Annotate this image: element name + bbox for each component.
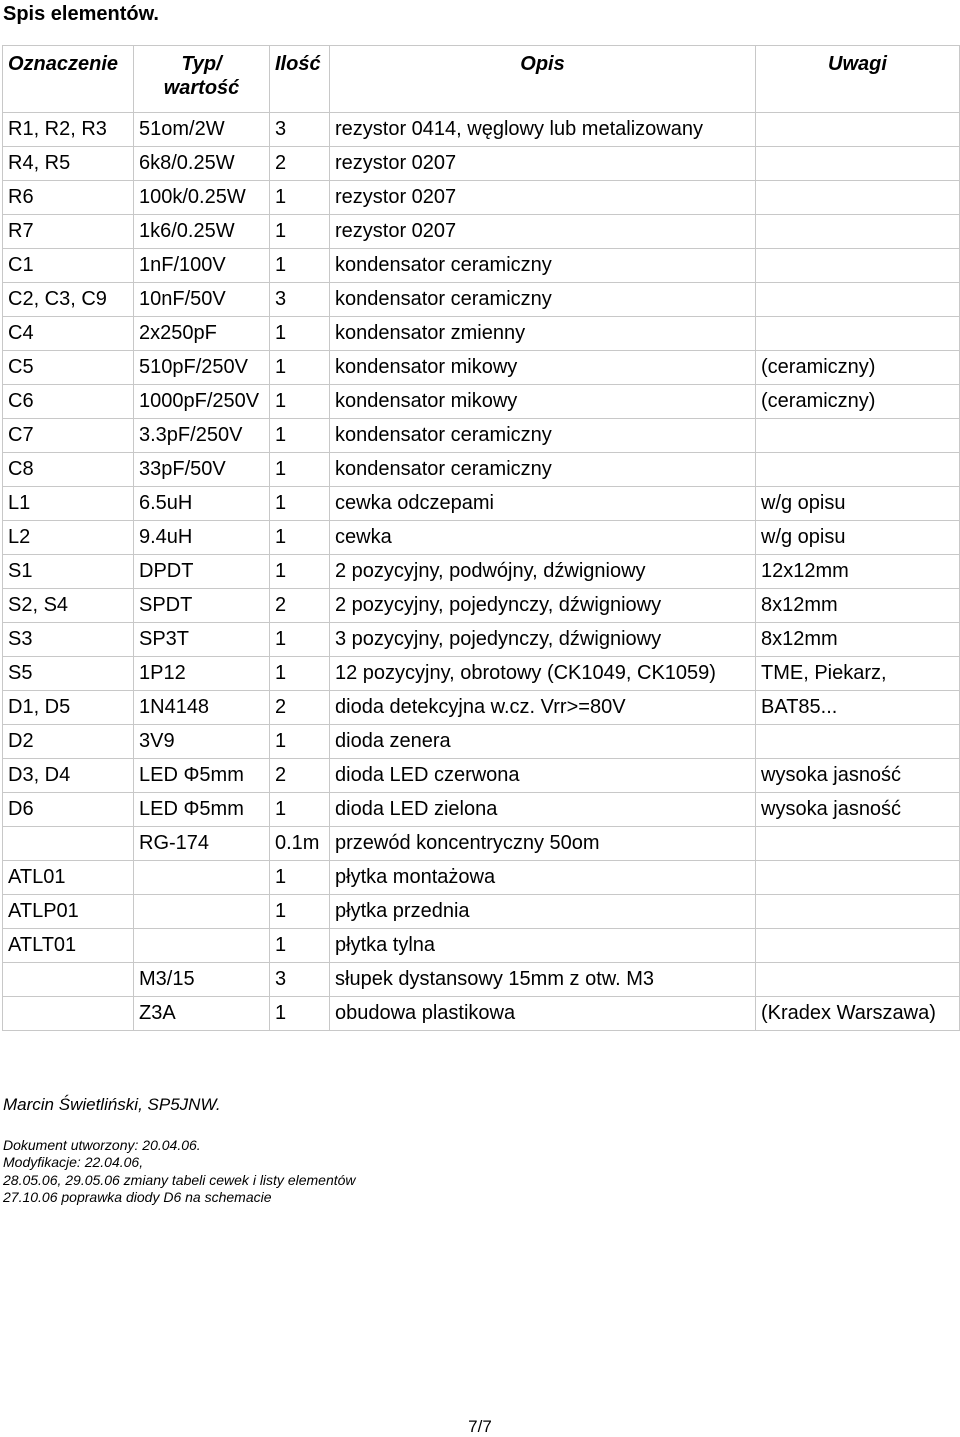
table-row — [3, 691, 960, 725]
table-row — [3, 895, 960, 929]
table-row — [3, 623, 960, 657]
table-row — [3, 249, 960, 283]
cell-notes: (ceramiczny) — [756, 385, 960, 419]
parts-table-body — [3, 113, 960, 1031]
cell-type-value: SP3T — [134, 623, 270, 657]
cell-quantity: 3 — [270, 283, 330, 317]
cell-designator: C1 — [3, 249, 134, 283]
table-row — [3, 113, 960, 147]
cell-quantity: 1 — [270, 997, 330, 1031]
revision-notes — [3, 1137, 356, 1206]
cell-designator: ATL01 — [3, 861, 134, 895]
cell-designator: S1 — [3, 555, 134, 589]
cell-type-value: 2x250pF — [134, 317, 270, 351]
revision-note: 27.10.06 poprawka diody D6 na schemacie — [3, 1188, 272, 1205]
cell-quantity: 1 — [270, 351, 330, 385]
cell-notes: (Kradex Warszawa) — [756, 997, 960, 1031]
cell-type-value — [134, 895, 270, 929]
cell-designator: C6 — [3, 385, 134, 419]
cell-type-value: 6k8/0.25W — [134, 147, 270, 181]
cell-quantity: 2 — [270, 147, 330, 181]
table-row — [3, 929, 960, 963]
cell-description: płytka przednia — [330, 895, 756, 929]
cell-description: cewka odczepami — [330, 487, 756, 521]
cell-designator: D2 — [3, 725, 134, 759]
cell-description: kondensator ceramiczny — [330, 453, 756, 487]
cell-notes — [756, 215, 960, 249]
cell-description: cewka — [330, 521, 756, 555]
cell-description: rezystor 0414, węglowy lub metalizowany — [330, 113, 756, 147]
cell-notes: 8x12mm — [756, 589, 960, 623]
cell-designator: L2 — [3, 521, 134, 555]
cell-quantity: 1 — [270, 623, 330, 657]
cell-notes: wysoka jasność — [756, 759, 960, 793]
table-row — [3, 589, 960, 623]
cell-notes: w/g opisu — [756, 487, 960, 521]
cell-type-value: Z3A — [134, 997, 270, 1031]
cell-designator: S2, S4 — [3, 589, 134, 623]
cell-designator: C7 — [3, 419, 134, 453]
table-row — [3, 487, 960, 521]
cell-type-value: 51om/2W — [134, 113, 270, 147]
cell-designator — [3, 827, 134, 861]
cell-description: 3 pozycyjny, pojedynczy, dźwigniowy — [330, 623, 756, 657]
cell-notes — [756, 453, 960, 487]
cell-type-value: 1N4148 — [134, 691, 270, 725]
table-row — [3, 453, 960, 487]
cell-notes — [756, 861, 960, 895]
cell-description: kondensator zmienny — [330, 317, 756, 351]
cell-description: rezystor 0207 — [330, 147, 756, 181]
header-notes: Uwagi — [756, 46, 960, 113]
table-row — [3, 215, 960, 249]
cell-notes: TME, Piekarz, — [756, 657, 960, 691]
table-row — [3, 555, 960, 589]
cell-quantity: 1 — [270, 793, 330, 827]
cell-type-value: 3.3pF/250V — [134, 419, 270, 453]
table-row — [3, 725, 960, 759]
table-row — [3, 419, 960, 453]
cell-designator: D6 — [3, 793, 134, 827]
cell-designator: S3 — [3, 623, 134, 657]
table-row — [3, 521, 960, 555]
cell-description: rezystor 0207 — [330, 215, 756, 249]
cell-description: kondensator ceramiczny — [330, 283, 756, 317]
cell-description: dioda detekcyjna w.cz. Vrr>=80V — [330, 691, 756, 725]
cell-designator: ATLT01 — [3, 929, 134, 963]
cell-quantity: 0.1m — [270, 827, 330, 861]
cell-designator: C5 — [3, 351, 134, 385]
cell-notes — [756, 725, 960, 759]
cell-description: słupek dystansowy 15mm z otw. M3 — [330, 963, 756, 997]
cell-quantity: 1 — [270, 385, 330, 419]
table-row — [3, 963, 960, 997]
cell-designator: D1, D5 — [3, 691, 134, 725]
table-row — [3, 385, 960, 419]
header-designator: Oznaczenie — [3, 46, 134, 113]
cell-quantity: 1 — [270, 181, 330, 215]
cell-quantity: 2 — [270, 691, 330, 725]
cell-type-value: LED Φ5mm — [134, 793, 270, 827]
cell-description: dioda zenera — [330, 725, 756, 759]
cell-designator: S5 — [3, 657, 134, 691]
cell-notes: 8x12mm — [756, 623, 960, 657]
cell-type-value: 10nF/50V — [134, 283, 270, 317]
cell-notes — [756, 181, 960, 215]
cell-description: 12 pozycyjny, obrotowy (CK1049, CK1059) — [330, 657, 756, 691]
cell-type-value: LED Φ5mm — [134, 759, 270, 793]
cell-type-value: DPDT — [134, 555, 270, 589]
author-signature: Marcin Świetliński, SP5JNW. — [3, 1095, 221, 1114]
cell-type-value: 1nF/100V — [134, 249, 270, 283]
cell-designator: R1, R2, R3 — [3, 113, 134, 147]
cell-type-value: 1k6/0.25W — [134, 215, 270, 249]
cell-type-value: 1P12 — [134, 657, 270, 691]
cell-notes — [756, 113, 960, 147]
parts-list-table — [2, 45, 960, 1031]
cell-type-value: M3/15 — [134, 963, 270, 997]
header-description: Opis — [330, 46, 756, 113]
cell-type-value: 6.5uH — [134, 487, 270, 521]
cell-quantity: 1 — [270, 249, 330, 283]
cell-notes: wysoka jasność — [756, 793, 960, 827]
cell-notes — [756, 147, 960, 181]
cell-notes: BAT85... — [756, 691, 960, 725]
cell-designator: R7 — [3, 215, 134, 249]
cell-description: płytka tylna — [330, 929, 756, 963]
cell-designator: ATLP01 — [3, 895, 134, 929]
cell-notes — [756, 317, 960, 351]
header-type-value: Typ/ wartość — [134, 46, 270, 113]
cell-quantity: 1 — [270, 487, 330, 521]
cell-description: kondensator ceramiczny — [330, 419, 756, 453]
cell-designator — [3, 963, 134, 997]
cell-quantity: 1 — [270, 725, 330, 759]
table-header-row — [3, 46, 960, 113]
cell-description: dioda LED czerwona — [330, 759, 756, 793]
cell-quantity: 1 — [270, 657, 330, 691]
cell-quantity: 1 — [270, 555, 330, 589]
cell-notes: w/g opisu — [756, 521, 960, 555]
revision-note: Dokument utworzony: 20.04.06. — [3, 1137, 201, 1153]
cell-designator: L1 — [3, 487, 134, 521]
cell-quantity: 1 — [270, 521, 330, 555]
cell-type-value: 33pF/50V — [134, 453, 270, 487]
table-row — [3, 181, 960, 215]
cell-designator: R4, R5 — [3, 147, 134, 181]
cell-designator — [3, 997, 134, 1031]
table-row — [3, 861, 960, 895]
cell-quantity: 1 — [270, 317, 330, 351]
cell-description: kondensator mikowy — [330, 385, 756, 419]
cell-notes — [756, 249, 960, 283]
cell-description: rezystor 0207 — [330, 181, 756, 215]
cell-type-value: SPDT — [134, 589, 270, 623]
cell-notes — [756, 419, 960, 453]
table-row — [3, 759, 960, 793]
cell-description: 2 pozycyjny, podwójny, dźwigniowy — [330, 555, 756, 589]
table-row — [3, 351, 960, 385]
cell-quantity: 1 — [270, 895, 330, 929]
cell-quantity: 2 — [270, 759, 330, 793]
table-row — [3, 317, 960, 351]
table-row — [3, 827, 960, 861]
cell-description: dioda LED zielona — [330, 793, 756, 827]
revision-note: 28.05.06, 29.05.06 zmiany tabeli cewek i listy elementów — [3, 1171, 356, 1188]
table-row — [3, 657, 960, 691]
table-row — [3, 147, 960, 181]
cell-quantity: 1 — [270, 861, 330, 895]
cell-notes — [756, 895, 960, 929]
cell-quantity: 1 — [270, 419, 330, 453]
cell-designator: D3, D4 — [3, 759, 134, 793]
cell-notes — [756, 929, 960, 963]
cell-designator: C4 — [3, 317, 134, 351]
cell-description: 2 pozycyjny, pojedynczy, dźwigniowy — [330, 589, 756, 623]
cell-type-value — [134, 929, 270, 963]
cell-type-value — [134, 861, 270, 895]
document-heading: Spis elementów. — [3, 3, 159, 25]
cell-type-value: 3V9 — [134, 725, 270, 759]
cell-type-value: 510pF/250V — [134, 351, 270, 385]
cell-quantity: 2 — [270, 589, 330, 623]
cell-notes: (ceramiczny) — [756, 351, 960, 385]
table-row — [3, 283, 960, 317]
cell-quantity: 3 — [270, 113, 330, 147]
page-number: 7/7 — [468, 1417, 492, 1436]
cell-notes — [756, 963, 960, 997]
cell-quantity: 1 — [270, 453, 330, 487]
cell-designator: C8 — [3, 453, 134, 487]
cell-type-value: 100k/0.25W — [134, 181, 270, 215]
cell-notes — [756, 283, 960, 317]
cell-description: płytka montażowa — [330, 861, 756, 895]
cell-description: kondensator mikowy — [330, 351, 756, 385]
cell-description: obudowa plastikowa — [330, 997, 756, 1031]
cell-description: kondensator ceramiczny — [330, 249, 756, 283]
header-quantity: Ilość — [270, 46, 330, 113]
cell-quantity: 1 — [270, 215, 330, 249]
cell-notes: 12x12mm — [756, 555, 960, 589]
cell-type-value: RG-174 — [134, 827, 270, 861]
cell-description: przewód koncentryczny 50om — [330, 827, 756, 861]
cell-type-value: 1000pF/250V — [134, 385, 270, 419]
cell-type-value: 9.4uH — [134, 521, 270, 555]
cell-quantity: 3 — [270, 963, 330, 997]
cell-designator: R6 — [3, 181, 134, 215]
cell-notes — [756, 827, 960, 861]
revision-note: Modyfikacje: 22.04.06, — [3, 1154, 144, 1171]
cell-quantity: 1 — [270, 929, 330, 963]
table-row — [3, 793, 960, 827]
cell-designator: C2, C3, C9 — [3, 283, 134, 317]
table-row — [3, 997, 960, 1031]
